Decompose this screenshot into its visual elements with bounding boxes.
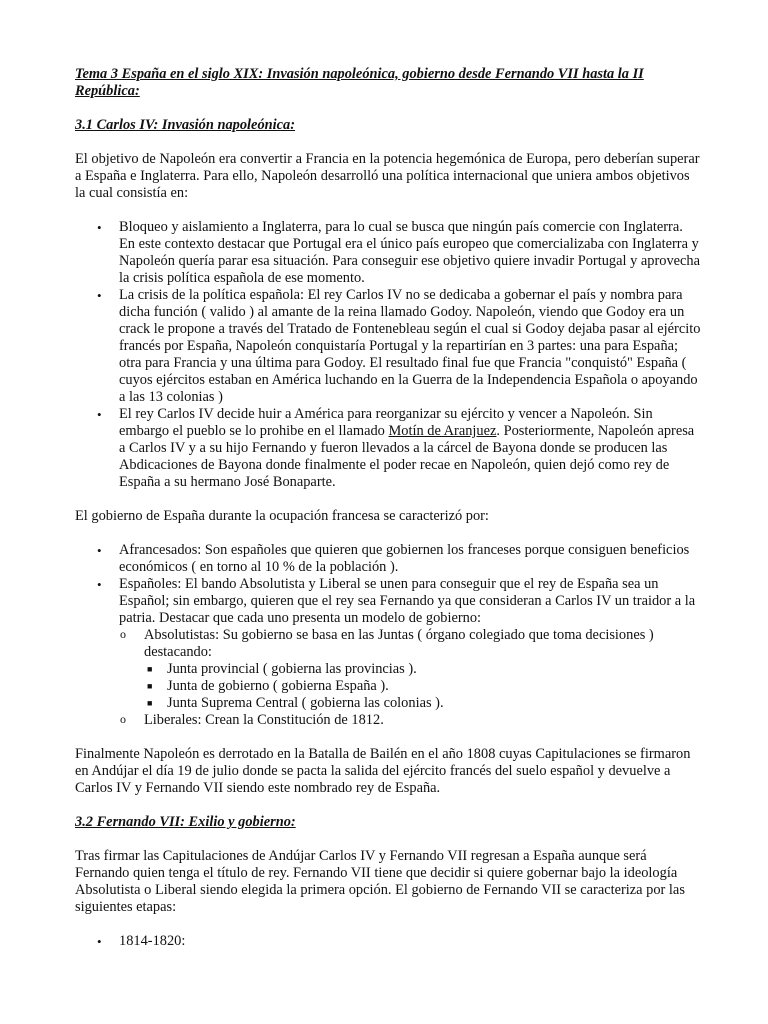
list-item [75, 406, 701, 491]
paragraph-fernando-intro: Tras firmar las Capitulaciones de Andújar Carlos IV y Fernando VII regresan a España aunque será Fernando quien tenga el título de rey. Fernando VII tiene que decidir si quiere gobernar bajo la ideología Absolutista o Liberal siendo elegida la primera opción. El gobierno de Fernando VII se caracteriza por las siguientes etapas: [75, 848, 685, 915]
text-run: El rey Carlos IV decide huir a América para reorganizar su ejército y vencer a Napoleón. Sin embargo el pueblo se lo prohibe en el llamado [119, 406, 653, 439]
sublist-juntas [144, 661, 701, 712]
list-item-text: La crisis de la política española: El rey Carlos IV no se dedicaba a gobernar el país y nombra para dicha función ( valido ) al amante de la reina llamado Godoy. Napoleón, viendo que Godoy era un crack le propone a través del Tratado de Fontenebleau según el cual si Godoy dejaba pasar al ejército francés por España, Napoleón conquistaría Portugal y la repartirían en 3 partes: una para España; otra para Francia y una última para Godoy. El resultado final fue que Francia "conquistó" España ( cuyos ejércitos estaban en América luchando en la Guerra de la Independencia Española o apoyando a las 13 colonias ) [119, 287, 701, 405]
junta-text: Junta de gobierno ( gobierna España ). [167, 678, 389, 694]
list-fernando-stages [75, 933, 701, 950]
sublist-item-text: Absolutistas: Su gobierno se basa en las Juntas ( órgano colegiado que toma decisiones ) destacando: [144, 627, 654, 660]
list-napoleon-policy [75, 219, 701, 491]
square-bullet-icon: ■ [147, 698, 153, 708]
bullet-icon: • [97, 934, 102, 949]
section-heading-carlos-iv: 3.1 Carlos IV: Invasión napoleónica: [75, 117, 296, 133]
bullet-icon: • [97, 577, 102, 592]
paragraph-gov-intro: El gobierno de España durante la ocupación francesa se caracterizó por: [75, 508, 489, 524]
junta-item [144, 695, 701, 712]
paragraph-bailen: Finalmente Napoleón es derrotado en la Batalla de Bailén en el año 1808 cuyas Capitulaciones se firmaron en Andújar el día 19 de julio donde se pacta la salida del ejército francés del suelo español y devuelve a Carlos IV y Fernando VII siendo este nombrado rey de España. [75, 746, 691, 796]
list-item [75, 287, 701, 406]
square-bullet-icon: ■ [147, 681, 153, 691]
junta-text: Junta Suprema Central ( gobierna las colonias ). [167, 695, 444, 711]
bullet-icon: • [97, 407, 102, 422]
motin-de-aranjuez-link[interactable]: Motín de Aranjuez [388, 423, 497, 439]
bullet-icon: • [97, 288, 102, 303]
bullet-icon: • [97, 543, 102, 558]
circle-bullet-icon: o [120, 627, 126, 641]
document-title: Tema 3 España en el siglo XIX: Invasión napoleónica, gobierno desde Fernando VII hasta la II República: [75, 66, 644, 99]
sublist-item [119, 627, 701, 712]
section-heading-fernando-vii: 3.2 Fernando VII: Exilio y gobierno: [75, 814, 296, 830]
circle-bullet-icon: o [120, 712, 126, 726]
list-item-text: Afrancesados: Son españoles que quieren que gobiernen los franceses porque consiguen beneficios económicos ( en torno al 10 % de la población ). [119, 542, 690, 575]
list-item-text: Bloqueo y aislamiento a Inglaterra, para lo cual se busca que ningún país comercie con Inglaterra. En este contexto destacar que Portugal era el único país europeo que comercializaba con Inglaterra y Napoleón quería parar esa situación. Para conseguir ese objetivo quiere invadir Portugal y aprovecha la crisis política española de ese momento. [119, 219, 701, 286]
document-page [75, 66, 701, 950]
list-item-text: Españoles: El bando Absolutista y Liberal se unen para conseguir que el rey de España sea un Español; sin embargo, quieren que el rey sea Fernando ya que consideran a Carlos IV un traidor a la patria. Destacar que cada uno presenta un modelo de gobierno: [119, 576, 696, 626]
junta-item [144, 678, 701, 695]
sublist-item-text: Liberales: Crean la Constitución de 1812. [144, 712, 384, 728]
list-item-text [119, 406, 694, 490]
sublist-models [119, 627, 701, 729]
list-item [75, 219, 701, 287]
text-run: . Posteriormente, Napoleón apresa a Carlos IV y a su hijo Fernando y fueron llevados a la cárcel de Bayona donde se producen las Abdicaciones de Bayona donde finalmente el poder recae en Napoleón, quien dejó como rey de España a su hermano José Bonaparte. [119, 423, 695, 490]
paragraph-napoleon-objective: El objetivo de Napoleón era convertir a Francia en la potencia hegemónica de Europa, pero deberían superar a España e Inglaterra. Para ello, Napoleón desarrolló una política internacional que uniera ambos objetivos la cual consistía en: [75, 151, 700, 201]
list-item [75, 576, 701, 729]
sublist-item [119, 712, 701, 729]
junta-item [144, 661, 701, 678]
bullet-icon: • [97, 220, 102, 235]
list-government [75, 542, 701, 729]
list-item [75, 542, 701, 576]
list-item [75, 933, 701, 950]
square-bullet-icon: ■ [147, 664, 153, 674]
list-item-text: 1814-1820: [119, 933, 186, 949]
junta-text: Junta provincial ( gobierna las provincias ). [167, 661, 417, 677]
